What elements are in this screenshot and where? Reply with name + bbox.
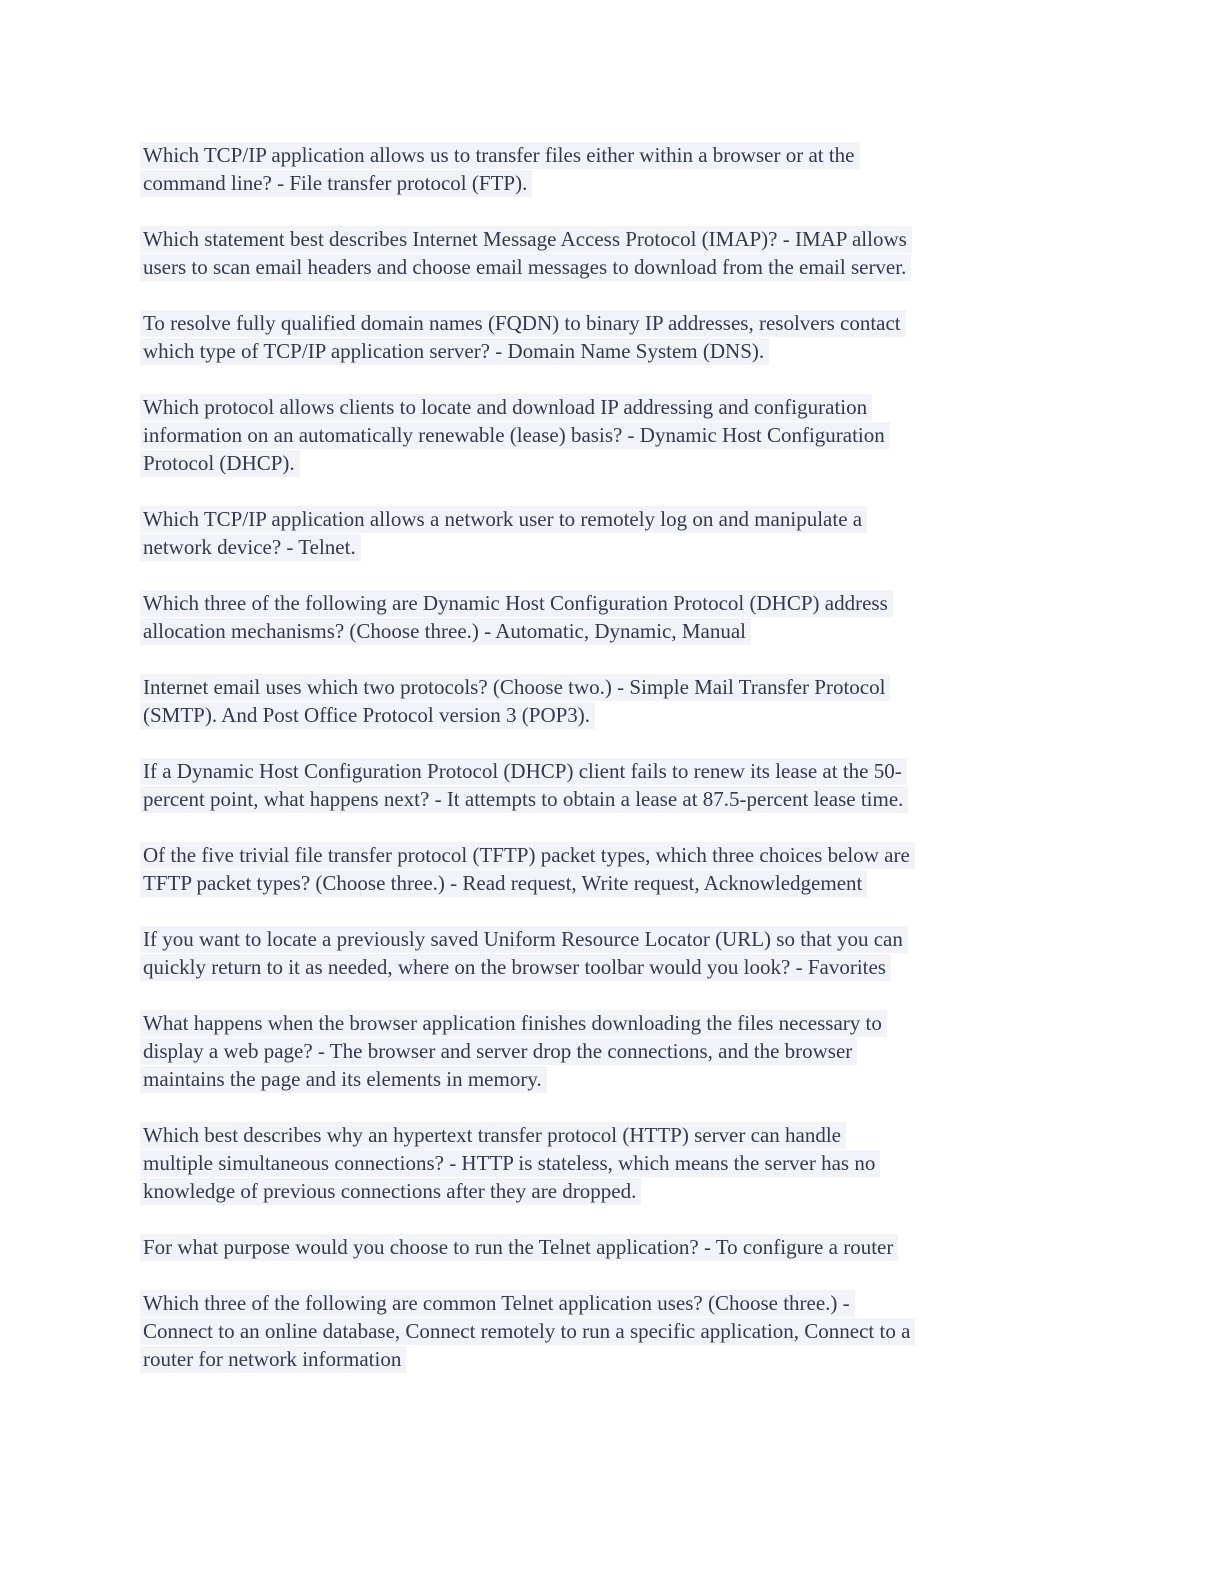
highlighted-text: What happens when the browser application finishes downloading the files necessary to xyxy=(140,1010,887,1037)
highlighted-text: knowledge of previous connections after they are dropped. xyxy=(140,1178,641,1205)
highlighted-text: Which statement best describes Internet Message Access Protocol (IMAP)? - IMAP allows xyxy=(140,226,912,253)
text-line xyxy=(143,953,1083,981)
text-line xyxy=(143,1317,1083,1345)
highlighted-text: Connect to an online database, Connect remotely to run a specific application, Connect to a xyxy=(140,1318,915,1345)
text-line xyxy=(143,1037,1083,1065)
qa-paragraph xyxy=(143,309,1083,365)
text-line xyxy=(143,757,1083,785)
highlighted-text: TFTP packet types? (Choose three.) - Read request, Write request, Acknowledgement xyxy=(140,870,867,897)
highlighted-text: information on an automatically renewable (lease) basis? - Dynamic Host Configuration xyxy=(140,422,890,449)
highlighted-text: network device? - Telnet. xyxy=(140,534,361,561)
highlighted-text: Protocol (DHCP). xyxy=(140,450,300,477)
qa-paragraph xyxy=(143,925,1083,981)
highlighted-text: multiple simultaneous connections? - HTTP is stateless, which means the server has no xyxy=(140,1150,880,1177)
qa-paragraph xyxy=(143,673,1083,729)
text-line xyxy=(143,421,1083,449)
qa-paragraph xyxy=(143,225,1083,281)
text-line xyxy=(143,925,1083,953)
text-line xyxy=(143,505,1083,533)
text-line xyxy=(143,589,1083,617)
text-line xyxy=(143,617,1083,645)
text-line xyxy=(143,1009,1083,1037)
qa-paragraph xyxy=(143,141,1083,197)
text-line xyxy=(143,1121,1083,1149)
text-line xyxy=(143,1345,1083,1373)
highlighted-text: Which three of the following are Dynamic Host Configuration Protocol (DHCP) address xyxy=(140,590,893,617)
highlighted-text: percent point, what happens next? - It attempts to obtain a lease at 87.5-percent lease time. xyxy=(140,786,908,813)
highlighted-text: command line? - File transfer protocol (FTP). xyxy=(140,170,532,197)
qa-paragraph xyxy=(143,757,1083,813)
text-line xyxy=(143,701,1083,729)
highlighted-text: which type of TCP/IP application server? - Domain Name System (DNS). xyxy=(140,338,769,365)
text-line xyxy=(143,869,1083,897)
text-line xyxy=(143,309,1083,337)
text-line xyxy=(143,785,1083,813)
highlighted-text: router for network information xyxy=(140,1346,406,1373)
highlighted-text: If a Dynamic Host Configuration Protocol (DHCP) client fails to renew its lease at the 50- xyxy=(140,758,907,785)
qa-paragraph xyxy=(143,1009,1083,1093)
qa-paragraph xyxy=(143,393,1083,477)
highlighted-text: If you want to locate a previously saved Uniform Resource Locator (URL) so that you can xyxy=(140,926,908,953)
highlighted-text: maintains the page and its elements in memory. xyxy=(140,1066,547,1093)
highlighted-text: Which three of the following are common Telnet application uses? (Choose three.) - xyxy=(140,1290,855,1317)
text-line xyxy=(143,393,1083,421)
text-line xyxy=(143,169,1083,197)
text-line xyxy=(143,337,1083,365)
qa-paragraph xyxy=(143,1289,1083,1373)
highlighted-text: Internet email uses which two protocols? (Choose two.) - Simple Mail Transfer Protocol xyxy=(140,674,890,701)
highlighted-text: Which best describes why an hypertext transfer protocol (HTTP) server can handle xyxy=(140,1122,846,1149)
highlighted-text: Which TCP/IP application allows us to transfer files either within a browser or at the xyxy=(140,142,860,169)
text-line xyxy=(143,533,1083,561)
highlighted-text: display a web page? - The browser and server drop the connections, and the browser xyxy=(140,1038,857,1065)
highlighted-text: For what purpose would you choose to run the Telnet application? - To configure a router xyxy=(140,1234,898,1261)
text-line xyxy=(143,1233,1083,1261)
text-line xyxy=(143,449,1083,477)
highlighted-text: To resolve fully qualified domain names (FQDN) to binary IP addresses, resolvers contact xyxy=(140,310,906,337)
highlighted-text: users to scan email headers and choose email messages to download from the email server. xyxy=(140,254,911,281)
text-line xyxy=(143,141,1083,169)
text-line xyxy=(143,1065,1083,1093)
qa-paragraph xyxy=(143,841,1083,897)
text-line xyxy=(143,225,1083,253)
highlighted-text: Of the five trivial file transfer protocol (TFTP) packet types, which three choices below are xyxy=(140,842,915,869)
text-line xyxy=(143,1177,1083,1205)
highlighted-text: allocation mechanisms? (Choose three.) - Automatic, Dynamic, Manual xyxy=(140,618,751,645)
text-line xyxy=(143,841,1083,869)
qa-paragraph xyxy=(143,505,1083,561)
text-line xyxy=(143,1149,1083,1177)
qa-paragraph xyxy=(143,589,1083,645)
highlighted-text: Which TCP/IP application allows a network user to remotely log on and manipulate a xyxy=(140,506,867,533)
text-line xyxy=(143,673,1083,701)
qa-paragraph xyxy=(143,1121,1083,1205)
qa-paragraph xyxy=(143,1233,1083,1261)
text-line xyxy=(143,1289,1083,1317)
highlighted-text: quickly return to it as needed, where on the browser toolbar would you look? - Favorites xyxy=(140,954,891,981)
highlighted-text: (SMTP). And Post Office Protocol version 3 (POP3). xyxy=(140,702,595,729)
document-page xyxy=(143,141,1083,1373)
highlighted-text: Which protocol allows clients to locate and download IP addressing and configuration xyxy=(140,394,872,421)
text-line xyxy=(143,253,1083,281)
